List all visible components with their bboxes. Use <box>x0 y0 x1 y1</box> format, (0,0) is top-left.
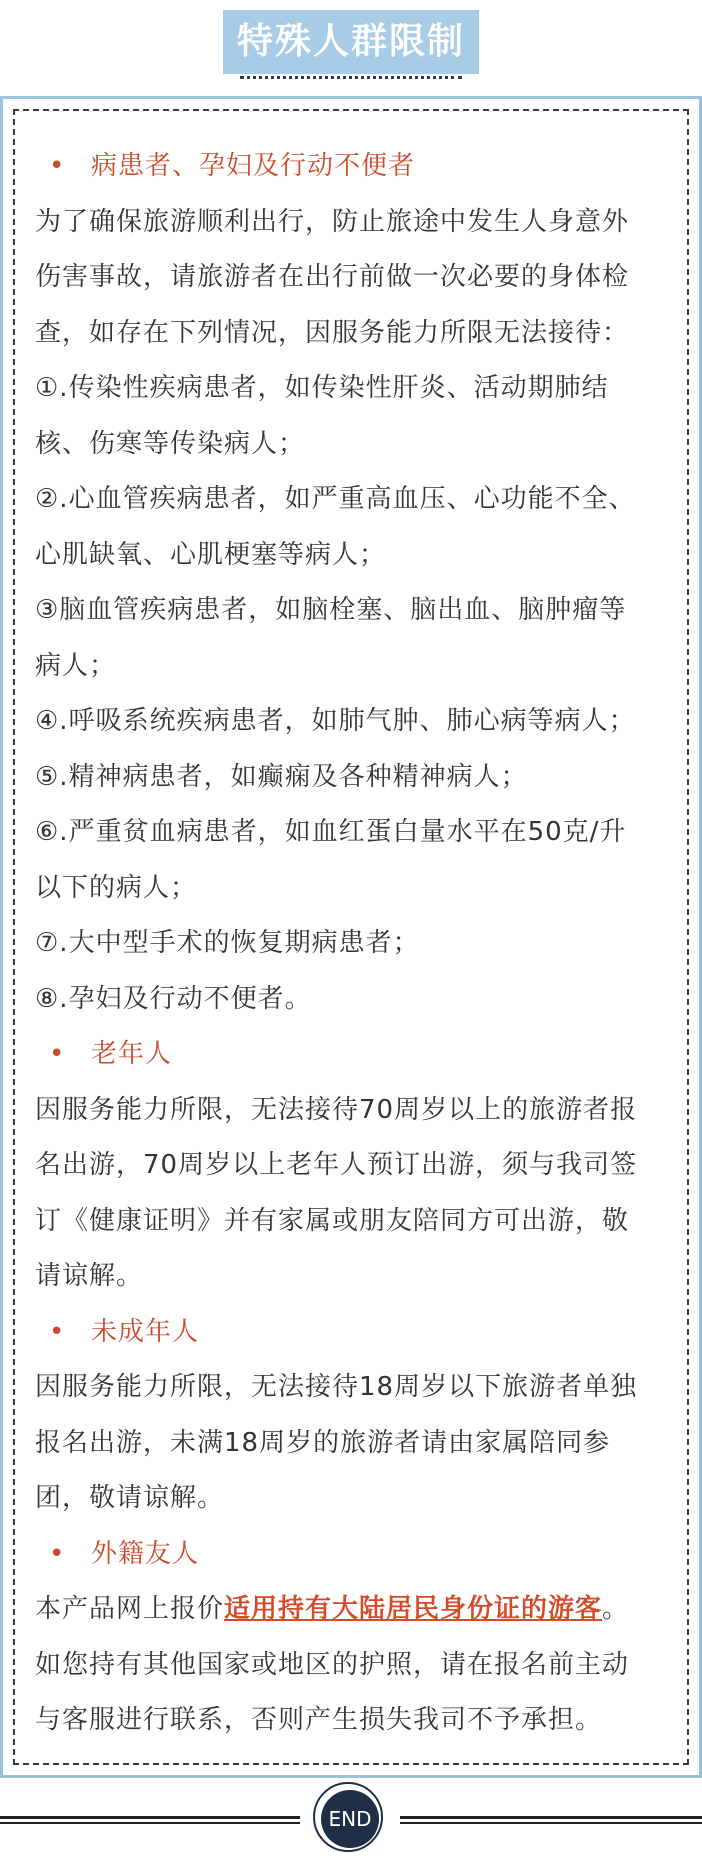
title-underline <box>240 76 462 79</box>
text-line: 因服务能力所限，无法接待18周岁以下旅游者单独 <box>35 1372 638 1402</box>
section-heading-elderly <box>35 1027 685 1083</box>
footer-line-right <box>400 1816 702 1826</box>
text-line: ⑧.孕妇及行动不便者。 <box>35 983 312 1014</box>
text-line: 如您持有其他国家或地区的护照，请在报名前主动 <box>35 1649 630 1680</box>
text-line: 以下的病人； <box>35 872 198 903</box>
heading-text: 病患者、孕妇及行动不便者 <box>91 151 416 181</box>
text-line: 请谅解。 <box>35 1261 144 1291</box>
title-banner <box>0 10 702 74</box>
section-heading-minors <box>35 1305 685 1361</box>
footer-line-left <box>0 1816 300 1826</box>
text-line: ①.传染性疾病患者，如传染性肝炎、活动期肺结 <box>35 373 609 403</box>
heading-text: 未成年人 <box>91 1316 200 1347</box>
text-line: 因服务能力所限，无法接待70周岁以上的旅游者报 <box>35 1094 638 1125</box>
text-line: 订《健康证明》并有家属或朋友陪同方可出游，敬 <box>35 1205 630 1236</box>
heading-text: 老年人 <box>91 1039 173 1069</box>
text-line: ④.呼吸系统疾病患者，如肺气肿、肺心病等病人； <box>35 706 636 736</box>
text-line: 伤害事故，请旅游者在出行前做一次必要的身体检 <box>35 262 630 292</box>
content-inner-border <box>13 109 689 1765</box>
text-line: 核、伤寒等传染病人； <box>35 428 306 459</box>
text-line-price-note <box>35 1582 685 1638</box>
text-line: 团，敬请谅解。 <box>35 1483 225 1513</box>
text-line: ③脑血管疾病患者，如脑栓塞、脑出血、脑肿瘤等 <box>35 595 627 625</box>
content-body <box>35 139 685 1749</box>
text-line: 心肌缺氧、心肌梗塞等病人； <box>35 539 387 570</box>
text-line: ⑥.严重贫血病患者，如血红蛋白量水平在50克/升 <box>35 817 627 847</box>
text-line: ⑦.大中型手术的恢复期病患者； <box>35 928 420 958</box>
bullet-icon: • <box>49 151 66 181</box>
bullet-icon: • <box>49 1316 66 1347</box>
content-frame <box>0 96 702 1778</box>
text-line: 为了确保旅游顺利出行，防止旅途中发生人身意外 <box>35 206 630 237</box>
text-line: ②.心血管疾病患者，如严重高血压、心功能不全、 <box>35 484 636 514</box>
text-suffix: 。 <box>602 1594 630 1624</box>
text-line: 查，如存在下列情况，因服务能力所限无法接待： <box>35 317 630 348</box>
text-line: 病人； <box>35 650 117 681</box>
section-heading-patients <box>35 139 685 195</box>
heading-text: 外籍友人 <box>91 1538 200 1569</box>
text-line: 与客服进行联系，否则产生损失我司不予承担。 <box>35 1705 603 1735</box>
section-heading-foreigners <box>35 1527 685 1583</box>
bullet-icon: • <box>49 1538 66 1569</box>
text-line: ⑤.精神病患者，如癫痫及各种精神病人； <box>35 761 528 792</box>
text-line: 名出游，70周岁以上老年人预订出游，须与我司签 <box>35 1150 638 1180</box>
highlighted-text: 适用持有大陆居民身份证的游客 <box>224 1594 603 1624</box>
end-badge: END <box>321 1790 379 1848</box>
bullet-icon: • <box>49 1039 66 1069</box>
text-prefix: 本产品网上报价 <box>35 1594 225 1624</box>
page-title: 特殊人群限制 <box>223 10 479 74</box>
text-line: 报名出游，未满18周岁的旅游者请由家属陪同参 <box>35 1427 611 1458</box>
